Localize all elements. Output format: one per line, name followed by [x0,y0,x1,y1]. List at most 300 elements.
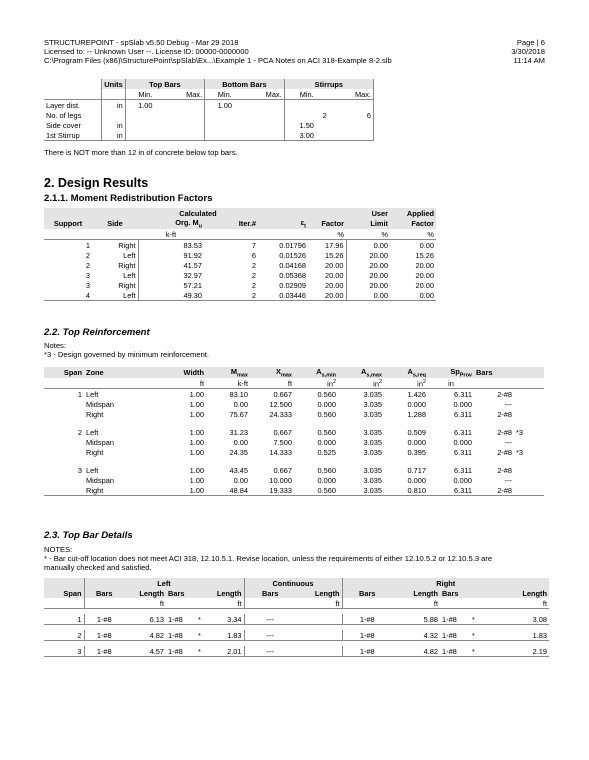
col-mmax-text: M [230,367,237,376]
unit-in2 [294,378,338,389]
table-cell: 6.311 [454,409,472,419]
table-row [44,646,549,657]
table-cell: 1.00 [189,427,204,437]
blank-cell [102,89,125,100]
table-cell [514,485,544,496]
blank-cell [44,208,138,218]
table-cell: 1-#8 [342,646,392,657]
table-row [44,465,544,475]
table-cell: 31.23 [229,427,248,437]
table-cell: 12.500 [269,399,292,409]
col-org-mu-sub: u [198,223,202,230]
blank-cell [514,367,544,378]
table-cell: --- [504,399,512,409]
table-cell: 0.000 [407,475,426,485]
table-cell: * [472,646,475,656]
cell [244,120,284,130]
unit-in2 [338,378,384,389]
table-cell: 3.035 [363,447,382,457]
blank-cell [474,378,514,389]
table-row [44,389,544,400]
table-cell: 2-#8 [497,389,512,399]
table-cell [514,399,544,409]
spacer-row [44,419,544,427]
table-cell: 83.10 [229,389,248,399]
unit-ft: ft [335,598,340,608]
span-cell [44,399,84,409]
col-min: Min. [284,89,329,100]
table-cell: 3 [77,646,82,656]
col-span: Span [63,588,82,598]
table-cell: *3 [516,427,523,437]
unit-ft: ft [542,598,547,608]
blank-cell [204,229,258,240]
span-cell: 1 [77,389,82,399]
table-cell: 1.00 [189,399,204,409]
table-cell: 7.500 [273,437,292,447]
table-cell: 0.00 [419,290,434,300]
cell [329,120,374,130]
table-cell: 3.34 [227,614,242,624]
col-asreq-sub: s,req [412,372,426,379]
bar-layer-table [44,79,374,141]
col-bars: Bars [84,588,124,598]
table-cell: 15.26 [325,250,344,260]
blank-cell [84,598,124,609]
table-cell: 57.21 [138,280,204,290]
col-applied: Applied [406,208,434,218]
table-cell: 5.88 [423,614,438,624]
table-cell: 6.13 [149,614,164,624]
blank-cell [84,378,148,389]
table-row [44,447,544,457]
cell: 1.50 [284,120,329,130]
table-cell: Left [123,290,136,300]
col-top-bars: Top Bars [125,79,204,89]
col-asmin-text: A [316,367,322,376]
table-row [44,120,374,130]
table-cell: 3.035 [363,437,382,447]
row-units [102,110,125,120]
table-cell: 20.00 [346,260,390,270]
table-cell: 0.667 [273,427,292,437]
table-cell: 4 [85,290,90,300]
table-cell: 0.560 [317,427,336,437]
span-cell [44,409,84,419]
table-cell: 0.05368 [279,270,306,280]
table-cell: 1.00 [189,389,204,399]
table-cell: Midspan [86,475,114,485]
col-width: Width [183,368,204,378]
concrete-note: There is NOT more than 12 in of concrete below top bars. [44,148,238,157]
col-units: Units [102,79,125,89]
table-cell [296,614,342,625]
row-label: 1st Stirrup [46,130,80,140]
table-cell: 2.19 [532,646,547,656]
table-cell: 1.00 [189,437,204,447]
col-factor-applied: Factor [411,219,434,229]
table-cell: 0.810 [407,485,426,495]
table-cell: 1.426 [407,389,426,399]
table-cell [514,475,544,485]
table-cell: 2 [251,260,256,270]
redist-body [44,240,436,301]
table-cell: 43.45 [229,465,248,475]
table-cell: 2.01 [227,646,242,656]
table-row [44,630,549,641]
col-mmax [206,367,250,378]
col-support: Support [53,219,83,229]
blank-cell [44,578,84,588]
table-cell: 2 [77,630,82,640]
col-length: Length [413,588,438,598]
col-asmin-sub: s,min [321,372,336,379]
col-sprov-text: Sp [450,367,460,376]
col-asmin [294,367,338,378]
table-cell: 1.00 [189,465,204,475]
report-header-left [44,38,392,66]
unit-ft: ft [433,598,438,608]
table-cell: 3.035 [363,475,382,485]
table-cell: 0.395 [407,447,426,457]
table-cell: 0.667 [273,465,292,475]
table-cell: 4.82 [423,646,438,656]
table-cell: 24.333 [269,409,292,419]
cell [165,120,205,130]
table-cell: 0.00 [233,437,248,447]
span-cell [44,447,84,457]
table-cell: 1-#8 [442,630,457,640]
col-asreq [384,367,428,378]
table-cell: 3.035 [363,389,382,399]
table-cell: 3 [85,280,90,290]
col-asmax-sub: s,max [366,372,382,379]
table-row [44,614,549,625]
top-reinforcement-table [44,367,544,496]
blank-cell [440,598,470,609]
table-cell: 20.00 [346,280,390,290]
page-number [511,38,545,47]
spacer-cell [44,419,544,427]
cell [205,110,245,120]
unit-in: in [448,378,454,388]
unit-pct: % [427,229,434,239]
blank-cell [44,89,102,100]
table-cell: Left [86,389,99,399]
table-cell: 1 [85,240,90,250]
table-cell: 0.03446 [279,290,306,300]
table-cell [296,630,342,641]
table-cell: 0.000 [407,437,426,447]
table-cell: 7 [251,240,256,250]
cell [125,110,165,120]
col-xmax-sub: max [280,372,292,379]
col-min: Min. [205,89,245,100]
table-cell: Right [118,260,136,270]
col-eps-sub: t [304,223,306,230]
cell [205,130,245,141]
col-bars: Bars [244,588,296,598]
table-cell: 2-#8 [497,427,512,437]
row-units: in [102,100,125,111]
table-cell: 2-#8 [497,447,512,457]
table-cell: *3 [516,447,523,457]
table-cell: 0.00 [419,240,434,250]
unit-ft: ft [237,598,242,608]
table-cell: 20.00 [325,280,344,290]
topbar-body [44,609,549,657]
table-cell: 20.00 [325,290,344,300]
license-info: Licensed to: -- Unknown User --. License ID: 00000-0000000 [44,47,249,57]
table-cell: 1.00 [189,409,204,419]
table-cell: 0.525 [317,447,336,457]
col-xmax [250,367,294,378]
blank-cell [196,588,208,598]
table-cell: 0.00 [233,475,248,485]
col-org-mu [138,218,204,229]
blank-cell [342,598,392,609]
table-cell: 41.57 [138,260,204,270]
table-cell: 1 [77,614,82,624]
col-eps-text: ε [300,218,305,227]
cell [165,100,205,111]
table-cell: 20.00 [325,260,344,270]
table-cell: 1-#8 [442,646,457,656]
table-cell: Right [86,409,104,419]
table-cell: 0.04168 [279,260,306,270]
table-cell: --- [504,475,512,485]
col-sprov-sub: Prov [459,372,472,379]
span-cell: 3 [77,465,82,475]
cell [284,100,329,111]
col-max: Max. [329,89,374,100]
table-cell: 32.97 [138,270,204,280]
table-cell: Midspan [86,437,114,447]
col-group-left: Left [84,578,244,588]
table-cell: 0.000 [317,437,336,447]
table-row [44,475,544,485]
cell: 2 [284,110,329,120]
table-cell: * [472,630,475,640]
table-cell: 0.000 [407,399,426,409]
table-cell: 0.00 [233,399,248,409]
blank-cell [258,229,308,240]
table-cell: 6 [251,250,256,260]
table-cell: 1.00 [189,475,204,485]
unit-in2-sup: 2 [378,378,382,385]
unit-in2-text: in [417,379,423,389]
table-row [44,240,436,251]
table-cell: 3.035 [363,485,382,495]
blank-cell [44,79,102,89]
col-zone: Zone [86,368,104,378]
blank-cell [470,598,482,609]
unit-in2-sup: 2 [422,378,426,385]
table-cell: 2 [85,260,90,270]
table-row [44,130,374,141]
table-cell: 0.000 [453,399,472,409]
moment-redistribution-table [44,208,436,301]
col-factor: Factor [321,219,344,229]
table-cell: 1-#8 [84,614,124,625]
table-cell [296,646,342,657]
col-bars: Bars [476,368,493,378]
col-max: Max. [265,89,282,99]
report-time: 11:14 AM [513,56,545,66]
unit-ft: ft [199,378,204,388]
table-cell: 0.000 [317,475,336,485]
table-row [44,280,436,290]
table-cell [514,409,544,419]
section-title-top-reinforcement: 2.2. Top Reinforcement [44,327,150,338]
table-cell: * [472,614,475,624]
table-cell: 20.00 [415,260,434,270]
table-cell: 20.00 [325,270,344,280]
section-title-moment-redistribution: 2.1.1. Moment Redistribution Factors [44,193,213,204]
table-cell: 1.288 [407,409,426,419]
table-cell: 4.32 [423,630,438,640]
col-length: Length [314,588,340,598]
cell: 1.00 [125,100,165,111]
unit-in2-text: in [327,379,333,389]
cell [329,130,374,141]
table-row [44,427,544,437]
cell: 3.00 [284,130,329,141]
col-group-right: Right [342,578,549,588]
note-bar-cutoff: * - Bar cut-off location does not meet ACI 318, 12.10.5.1. Revise location, unless the requirements of either 12.10.5.2 or 12.10.5.3 are [44,554,493,563]
table-cell: 2 [85,250,90,260]
table-cell: 0.01796 [279,240,306,250]
table-cell: 6.311 [454,389,472,399]
cell [125,130,165,141]
table-cell: Right [86,447,104,457]
table-cell: 14.333 [269,447,292,457]
col-length: Length [139,588,164,598]
cell: 1.00 [205,100,245,111]
unit-ft: ft [287,378,292,388]
col-org-mu-text: Org. M [175,218,199,227]
blank-cell [514,378,544,389]
col-asmax [338,367,384,378]
blank-cell [44,229,92,240]
table-cell: --- [244,614,296,625]
table-cell: Left [123,270,136,280]
table-cell: 3.035 [363,409,382,419]
table-cell: 1-#8 [168,630,183,640]
table-cell: 3.035 [363,465,382,475]
blank-cell [44,598,84,609]
table-cell: 1-#8 [84,646,124,657]
top-bar-details-table [44,578,549,657]
note-bar-cutoff-cont: manually checked and satisfied. [44,563,152,572]
table-cell: Right [118,280,136,290]
row-units: in [102,130,125,141]
col-calculated: Calculated [179,208,217,218]
table-cell: 0.000 [453,475,472,485]
col-bars: Bars [342,588,392,598]
col-user: User [371,208,388,218]
span-cell: 2 [77,427,82,437]
table-cell: Right [86,485,104,495]
table-cell: 3 [85,270,90,280]
table-cell: 91.92 [138,250,204,260]
blank-cell [92,229,138,240]
table-cell [514,437,544,447]
table-cell: 20.00 [346,250,390,260]
table-cell: 1.00 [189,485,204,495]
table-cell: --- [244,630,296,641]
col-asmax-text: A [361,367,367,376]
table-cell: 0.560 [317,389,336,399]
col-max: Max. [186,89,203,99]
spacer-row [44,457,544,465]
cell [165,110,205,120]
table-cell [514,465,544,475]
table-cell: 24.35 [229,447,248,457]
span-cell [44,485,84,496]
table-cell: 10.000 [269,475,292,485]
col-xmax-text: X [276,367,281,376]
unit-kft: k-ft [237,378,248,388]
table-cell: 2-#8 [497,409,512,419]
col-span: Span [63,368,82,378]
unit-in2-text: in [373,379,379,389]
table-cell [514,389,544,400]
table-cell: 48.84 [229,485,248,495]
table-cell: 0.509 [407,427,426,437]
blank-cell [244,598,296,609]
col-stirrups: Stirrups [284,79,373,89]
table-cell: 6.311 [454,465,472,475]
table-cell: 17.96 [325,240,344,250]
table-cell: 0.560 [317,465,336,475]
table-cell: 3.035 [363,427,382,437]
section-title-top-bar-details: 2.3. Top Bar Details [44,530,133,541]
cell [244,100,284,111]
table-cell: 0.560 [317,409,336,419]
topreinf-body [44,389,544,496]
table-cell: 2 [251,280,256,290]
program-title: STRUCTUREPOINT - spSlab v5.50 Debug - Mar 29 2018 [44,38,239,47]
table-cell: 0.01526 [279,250,306,260]
col-length: Length [522,588,547,598]
table-row [44,409,544,419]
table-cell: 6.311 [454,427,472,437]
blank-cell [44,378,84,389]
col-min: Min. [125,89,165,100]
unit-pct: % [337,229,344,239]
unit-in2-sup: 2 [332,378,336,385]
table-cell: 20.00 [346,270,390,280]
table-cell: 1-#8 [442,614,457,624]
table-cell: 2 [251,290,256,300]
table-row [44,485,544,496]
table-cell: 4.82 [149,630,164,640]
table-cell: * [198,614,201,624]
col-eps [258,218,308,229]
table-row [44,260,436,270]
table-cell: Midspan [86,399,114,409]
table-cell: 0.000 [317,399,336,409]
note-min-reinforcement: *3 - Design governed by minimum reinforcement. [44,350,210,359]
table-cell: 4.57 [149,646,164,656]
cell [165,130,205,141]
table-row [44,290,436,301]
table-cell: 0.00 [346,240,390,251]
table-cell: Right [118,240,136,250]
col-mmax-sub: max [236,372,248,379]
table-row [44,270,436,280]
